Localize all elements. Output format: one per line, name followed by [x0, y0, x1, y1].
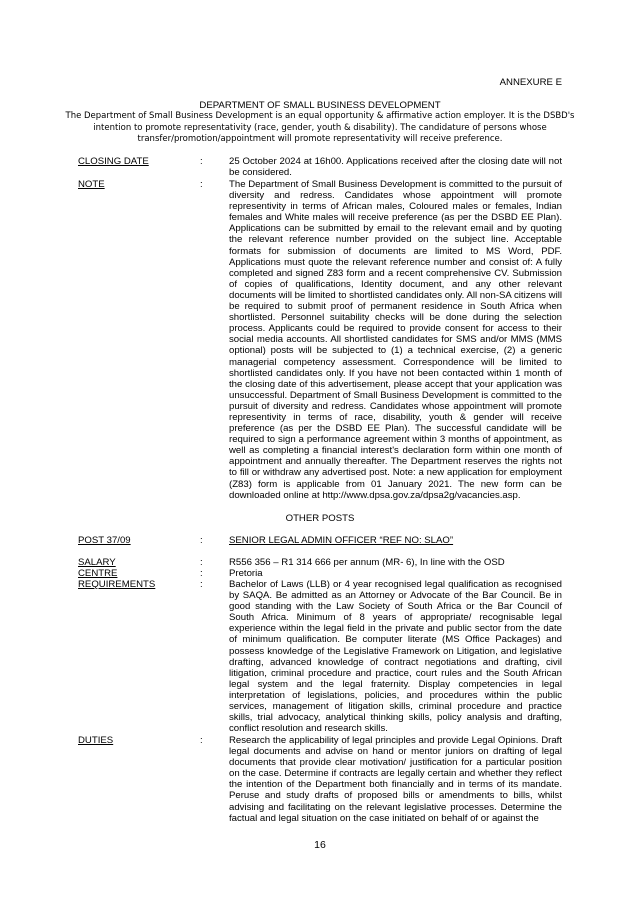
intro-paragraph: The Department of Small Business Development is an equal opportunity & affirmative action employer. It is the DSBD's intention to promote representativity (race, gender, youth & disability). The candidature of persons whose transfer/promotion/appointment will promote representativity will receive preference. — [65, 111, 575, 144]
separator: : — [200, 735, 203, 746]
requirements-label: REQUIREMENTS — [78, 579, 156, 590]
closing-date-value: 25 October 2024 at 16h00. Applications received after the closing date will not be considered. — [229, 156, 562, 179]
separator: : — [200, 156, 203, 167]
salary-value: R556 356 – R1 314 666 per annum (MR- 6), In line with the OSD — [229, 557, 505, 568]
page-number: 16 — [314, 839, 326, 851]
post-title: SENIOR LEGAL ADMIN OFFICER “REF NO: SLAO” — [229, 535, 454, 546]
note-label: NOTE — [78, 179, 105, 190]
centre-value: Pretoria — [229, 568, 263, 579]
note-value: The Department of Small Business Development is committed to the pursuit of diversity and redress. Candidates whose appointment will promote representivity in terms of African males, Coloured males or females, Indian females and White males will receive preference (as per the DSBD EE Plan). Applications can be submitted by email to the relevant email and by quoting the relevant reference number provided on the subject line. Acceptable formats for submission of documents are limited to MS Word, PDF. Applications must quote the relevant reference number and consist of: A fully completed and signed Z83 form and a recent comprehensive CV. Submission of copies of qualifications, Identity document, and any other relevant documents will be limited to shortlisted candidates only. All non-SA citizens will be required to submit proof of permanent residence in South Africa when shortlisted. Personnel suitability checks will be done during the selection process. Applicants could be required to provide consent for access to their social media accounts. All shortlisted candidates for SMS and/or MMS (MMS optional) posts will be subjected to (1) a technical exercise, (2) a generic managerial competency assessment. Correspondence will be limited to shortlisted candidates only. If you have not been contacted within 1 month of the closing date of this advertisement, please accept that your application was unsuccessful. Department of Small Business Development is committed to the pursuit of diversity and redress. Candidates whose appointment will promote representivity in terms of race, disability, youth & gender will receive preference (as per the DSBD EE Plan). The successful candidate will be required to sign a performance agreement within 3 months of appointment, as well as completing a financial interest's declaration form within one month of appointment and annually thereafter. The Department reserves the rights not to fill or withdraw any advertised post. Note: a new application for employment (Z83) form is applicable from 01 January 2021. The new form can be downloaded online at http://www.dpsa.gov.za/dpsa2g/vacancies.asp. — [229, 179, 562, 501]
post-label: POST 37/09 — [78, 535, 131, 546]
centre-label: CENTRE — [78, 568, 118, 579]
other-posts-heading: OTHER POSTS — [285, 513, 355, 524]
department-title: DEPARTMENT OF SMALL BUSINESS DEVELOPMENT — [199, 100, 441, 111]
separator: : — [200, 557, 203, 568]
document-header — [60, 100, 580, 145]
duties-label: DUTIES — [78, 735, 114, 746]
salary-label: SALARY — [78, 557, 116, 568]
annexure-label: ANNEXURE E — [499, 77, 562, 88]
separator: : — [200, 535, 203, 546]
separator: : — [200, 568, 203, 579]
duties-value: Research the applicability of legal principles and provide Legal Opinions. Draft legal documents and advise on hand or mentor juniors on drafting of legal documents that provide clear motivation/ justification for a particular position on the case. Determine if contracts are legally certain and whether they reflect the intention of the Department both financially and in terms of its mandate. Peruse and study drafts of proposed bills or amendments to bills, whilst advising and facilitating on the relevant legislative processes. Determine the factual and legal situation on the case initiated on behalf of or against the — [229, 735, 562, 824]
closing-date-label: CLOSING DATE — [78, 156, 149, 167]
separator: : — [200, 579, 203, 590]
separator: : — [200, 179, 203, 190]
requirements-value: Bachelor of Laws (LLB) or 4 year recognised legal qualification as recognised by SAQA. Be admitted as an Attorney or Advocate of the Bar Council. Be in good standing with the Law Society of South Africa or the Bar Council of South Africa. Minimum of 8 years of appropriate/ recognisable legal experience within the legal field in the private and public sector from the date of minimum qualification. Be computer literate (MS Office Packages) and possess knowledge of the Legislative Framework on Litigation, and legislative drafting, advanced knowledge of contract negotiations and drafting, civil litigation, criminal procedure and practice, court rules and the South African legal system and the legal fraternity. Display competencies in legal interpretation of legislations, policies, and procedures within the public services, management of litigation skills, criminal procedure and practice skills, trial advocacy, analytical thinking skills, policy analysis and drafting, conflict resolution and research skills. — [229, 579, 562, 735]
